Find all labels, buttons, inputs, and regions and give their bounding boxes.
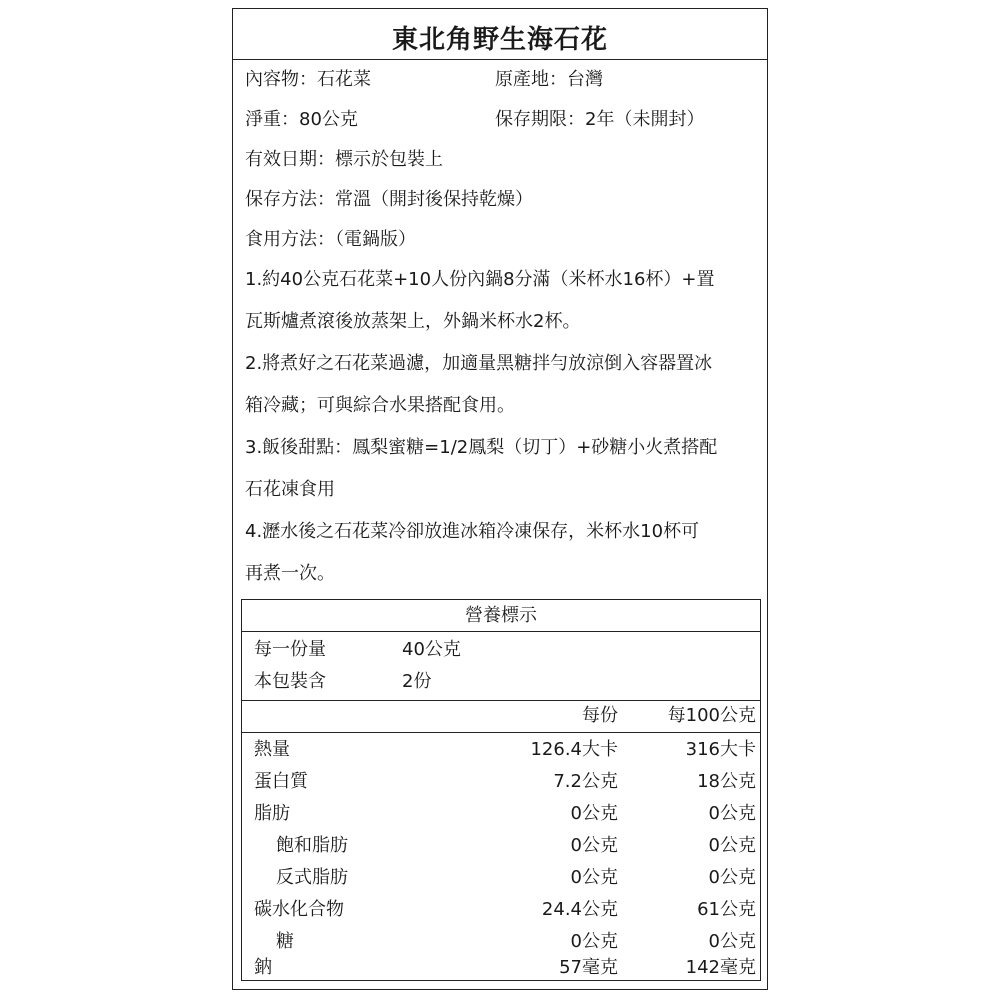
nutrient-per-serving: 24.4公克 bbox=[541, 899, 618, 920]
net-weight-line: 淨重：80公克 bbox=[245, 109, 358, 130]
nutrient-per-100g: 61公克 bbox=[697, 899, 756, 920]
nutrient-per-serving: 0公克 bbox=[570, 867, 618, 888]
step-line: 石花凍食用 bbox=[245, 479, 335, 500]
serving-size-value: 40公克 bbox=[402, 639, 461, 660]
storage-line: 保存方法：常溫（開封後保持乾燥） bbox=[245, 189, 533, 210]
col-header-per-serving: 每份 bbox=[582, 705, 618, 726]
nutrient-per-100g: 0公克 bbox=[708, 931, 756, 952]
nutrient-name: 熱量 bbox=[254, 739, 290, 760]
servings-label: 本包裝含 bbox=[254, 671, 326, 692]
nutrient-per-serving: 126.4大卡 bbox=[530, 739, 618, 760]
nutrient-name: 反式脂肪 bbox=[276, 867, 348, 888]
nutrition-title: 營養標示 bbox=[465, 605, 537, 626]
step-line: 再煮一次。 bbox=[245, 563, 335, 584]
nutrient-name: 碳水化合物 bbox=[254, 899, 344, 920]
nutrient-per-serving: 57毫克 bbox=[559, 957, 618, 978]
nutrition-table bbox=[241, 599, 761, 981]
nutrient-per-100g: 316大卡 bbox=[685, 739, 756, 760]
origin-line: 原產地：台灣 bbox=[495, 69, 603, 90]
title-divider bbox=[233, 59, 767, 60]
product-label bbox=[232, 8, 768, 990]
col-header-per-100g: 每100公克 bbox=[667, 705, 756, 726]
nutrition-divider bbox=[242, 732, 760, 733]
nutrient-name: 蛋白質 bbox=[254, 771, 308, 792]
contents-line: 內容物：石花菜 bbox=[245, 69, 371, 90]
expiry-line: 有效日期：標示於包裝上 bbox=[245, 149, 443, 170]
product-title: 東北角野生海石花 bbox=[391, 25, 608, 55]
nutrient-per-serving: 0公克 bbox=[570, 835, 618, 856]
nutrient-name: 鈉 bbox=[254, 957, 272, 978]
nutrient-per-100g: 18公克 bbox=[697, 771, 756, 792]
nutrient-per-100g: 0公克 bbox=[708, 803, 756, 824]
nutrient-name: 糖 bbox=[276, 931, 294, 952]
step-line: 4.瀝水後之石花菜冷卻放進冰箱冷凍保存，米杯水10杯可 bbox=[245, 521, 700, 542]
shelf-life-line: 保存期限：2年（未開封） bbox=[495, 109, 705, 130]
nutrient-per-100g: 0公克 bbox=[708, 835, 756, 856]
nutrient-per-serving: 0公克 bbox=[570, 931, 618, 952]
nutrient-name: 飽和脂肪 bbox=[276, 835, 348, 856]
nutrient-name: 脂肪 bbox=[254, 803, 290, 824]
nutrition-divider bbox=[242, 700, 760, 701]
servings-value: 2份 bbox=[402, 671, 432, 692]
nutrition-divider bbox=[242, 631, 760, 632]
method-title-line: 食用方法：（電鍋版） bbox=[245, 229, 416, 250]
nutrient-per-serving: 0公克 bbox=[570, 803, 618, 824]
serving-size-label: 每一份量 bbox=[254, 639, 326, 660]
step-line: 1.約40公克石花菜+10人份內鍋8分滿（米杯水16杯）+置 bbox=[245, 269, 715, 290]
nutrient-per-100g: 142毫克 bbox=[685, 957, 756, 978]
step-line: 2.將煮好之石花菜過濾，加適量黑糖拌勻放涼倒入容器置冰 bbox=[245, 353, 713, 374]
step-line: 瓦斯爐煮滾後放蒸架上，外鍋米杯水2杯。 bbox=[245, 311, 581, 332]
step-line: 3.飯後甜點：鳳梨蜜糖=1/2鳳梨（切丁）+砂糖小火煮搭配 bbox=[245, 437, 718, 458]
nutrient-per-serving: 7.2公克 bbox=[553, 771, 618, 792]
step-line: 箱冷藏；可與綜合水果搭配食用。 bbox=[245, 395, 515, 416]
nutrient-per-100g: 0公克 bbox=[708, 867, 756, 888]
